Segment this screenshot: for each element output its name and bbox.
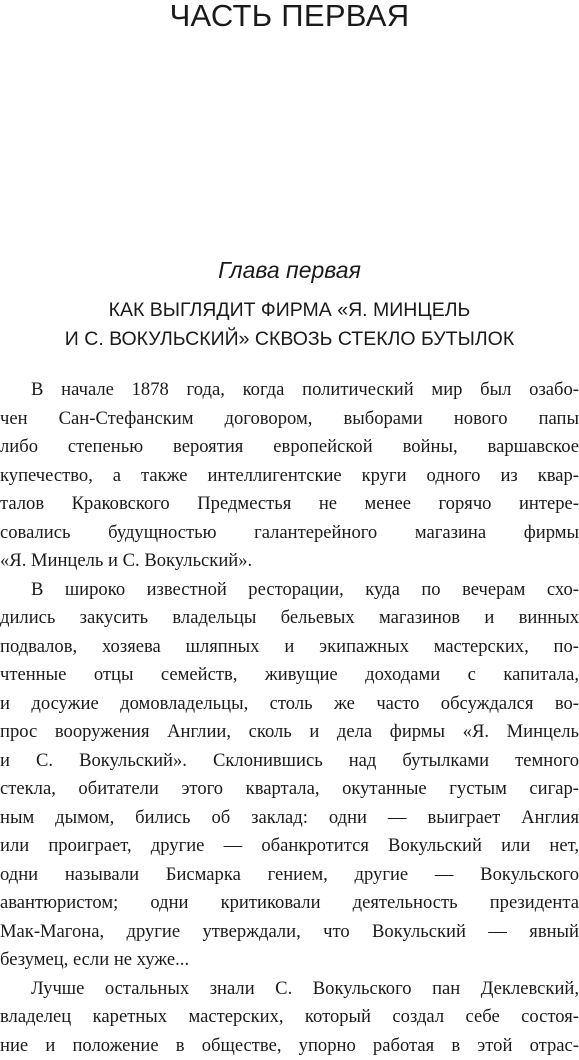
text-line: Лучше остальных знали С. Вокульского пан Деклевский, — [0, 975, 579, 1004]
text-line: В начале 1878 года, когда политический мир был озабо- — [0, 376, 579, 405]
text-line: подвалов, хозяева шляпных и экипажных мастерских, по- — [0, 633, 579, 662]
text-line: «Я. Минцель и С. Вокульский». — [0, 547, 579, 576]
paragraph — [0, 376, 579, 576]
text-line: и досужие домовладельцы, столь же часто обсуждался во- — [0, 690, 579, 719]
text-line: Мак-Магона, другие утверждали, что Вокульский — явный — [0, 918, 579, 947]
text-line: стекла, обитатели этого квартала, окутанные густым сигар- — [0, 775, 579, 804]
text-line: В широко известной ресторации, куда по вечерам схо- — [0, 576, 579, 605]
chapter-title — [0, 296, 579, 354]
text-line: или проиграет, другие — обанкротится Вокульский или нет, — [0, 832, 579, 861]
text-line: чен Сан-Стефанским договором, выборами нового папы — [0, 405, 579, 434]
chapter-title-line: КАК ВЫГЛЯДИТ ФИРМА «Я. МИНЦЕЛЬ — [0, 296, 579, 325]
body-text — [0, 376, 579, 1060]
text-line: и С. Вокульский». Склонившись над бутылками темного — [0, 747, 579, 776]
text-line: одни называли Бисмарка гением, другие — Вокульского — [0, 861, 579, 890]
text-line: совались будущностью галантерейного магазина фирмы — [0, 519, 579, 548]
text-line: ным дымом, бились об заклад: одни — выиграет Англия — [0, 804, 579, 833]
text-line: владелец каретных мастерских, который создал себе состоя- — [0, 1003, 579, 1032]
text-line: прос вооружения Англии, сколь и дела фирмы «Я. Минцель — [0, 718, 579, 747]
chapter-title-line: И С. ВОКУЛЬСКИЙ» СКВОЗЬ СТЕКЛО БУТЫЛОК — [0, 325, 579, 354]
text-line: талов Краковского Предместья не менее горячо интере- — [0, 490, 579, 519]
paragraph — [0, 576, 579, 975]
part-title: ЧАСТЬ ПЕРВАЯ — [0, 0, 579, 36]
text-line: чтенные отцы семейств, живущие доходами с капитала, — [0, 661, 579, 690]
text-line: купечество, а также интеллигентские круги одного из квар- — [0, 462, 579, 491]
text-line: авантюристом; одни критиковали деятельность президента — [0, 889, 579, 918]
chapter-label: Глава первая — [0, 254, 579, 286]
text-line: безумец, если не хуже... — [0, 946, 579, 975]
paragraph — [0, 975, 579, 1060]
text-line: ние и положение в обществе, упорно работая в этой отрас- — [0, 1032, 579, 1060]
text-line: дились закусить владельцы бельевых магазинов и винных — [0, 604, 579, 633]
text-line: либо степенью вероятия европейской войны, варшавское — [0, 433, 579, 462]
